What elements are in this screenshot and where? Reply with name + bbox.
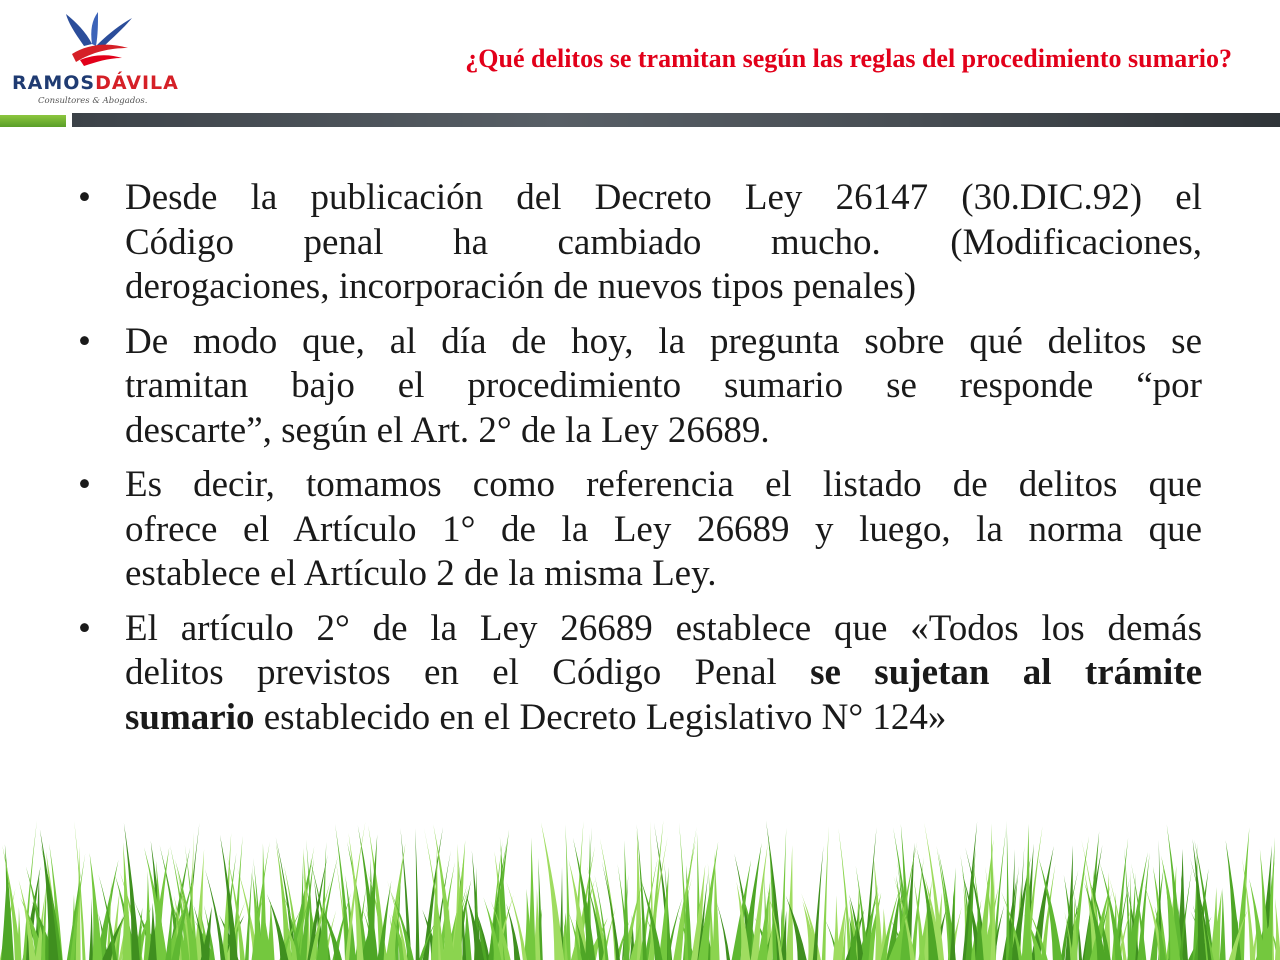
grass-blade — [1022, 824, 1031, 960]
grass-blade — [1275, 898, 1280, 960]
bullet-list — [78, 176, 1202, 750]
grass-blade — [89, 898, 93, 960]
grass-blade — [833, 895, 839, 960]
bullet-line-bold: se sujetan al trámite — [810, 652, 1202, 693]
grass-blade — [813, 846, 824, 960]
grass-blade — [245, 865, 253, 960]
bullet-dot: • — [78, 320, 91, 362]
bullet-line — [125, 696, 1202, 741]
logo-brand-part2: DÁVILA — [95, 72, 179, 94]
grass-blade — [1006, 821, 1010, 960]
bullet-line: tramitan bajo el procedimiento sumario se responde “por — [125, 365, 1202, 406]
bullet-line-plain: establecido en el Decreto Legislativo N° 124» — [254, 696, 947, 738]
bullet-line — [125, 651, 1202, 696]
bullet-dot: • — [78, 177, 91, 218]
bullet-line: Código penal ha cambiado mucho. (Modificaciones, — [125, 221, 1202, 263]
grass-footer-decoration — [0, 820, 1280, 960]
grass-blade — [623, 840, 629, 960]
bullet-dot: • — [78, 464, 91, 505]
bullet-line: El artículo 2° de la Ley 26689 establece que «Todos los demás — [125, 607, 1202, 649]
bullet-line: ofrece el Artículo 1° de la Ley 26689 y luego, la norma que — [125, 508, 1202, 550]
bullet-line-bold: sumario — [125, 696, 255, 738]
bullet-line: Desde la publicación del Decreto Ley 26147 (30.DIC.92) el — [125, 177, 1202, 218]
grass-blade — [874, 857, 883, 960]
grass-blade — [415, 828, 419, 960]
bullet-text — [125, 176, 1202, 310]
bullet-text — [125, 463, 1202, 597]
bullet-item-2 — [78, 320, 1202, 454]
grass-blade — [712, 852, 720, 960]
header-rule-green — [0, 115, 66, 127]
logo-wordmark — [12, 72, 179, 94]
company-logo — [8, 10, 223, 110]
bullet-text — [125, 607, 1202, 741]
grass-blade — [528, 837, 536, 960]
bullet-dot: • — [78, 607, 91, 649]
grass-blade — [786, 845, 794, 960]
bird-logo-icon — [66, 10, 146, 72]
bullet-line: De modo que, al día de hoy, la pregunta sobre qué delitos se — [125, 320, 1202, 362]
bullet-line: Es decir, tomamos como referencia el listado de delitos que — [125, 464, 1202, 505]
bullet-line-plain: delitos previstos en el Código Penal — [125, 652, 811, 693]
grass-blade — [1226, 840, 1242, 960]
slide-title: ¿Qué delitos se tramitan según las reglas del procedimiento sumario? — [465, 44, 1232, 73]
grass-blade — [122, 842, 131, 960]
bullet-text — [125, 320, 1202, 454]
bullet-line: derogaciones, incorporación de nuevos tipos penales) — [125, 266, 917, 307]
bullet-item-1 — [78, 176, 1202, 310]
grass-blade — [541, 822, 564, 960]
bullet-item-3 — [78, 463, 1202, 597]
bullet-line: descarte”, según el Art. 2° de la Ley 26689. — [125, 409, 770, 451]
bullet-item-4 — [78, 607, 1202, 741]
bullet-line: establece el Artículo 2 de la misma Ley. — [125, 553, 717, 594]
header-rule-dark — [72, 113, 1280, 127]
logo-tagline: Consultores & Abogados. — [38, 96, 148, 106]
grass-blade — [822, 826, 829, 960]
logo-brand-part1: RAMOS — [12, 72, 96, 94]
